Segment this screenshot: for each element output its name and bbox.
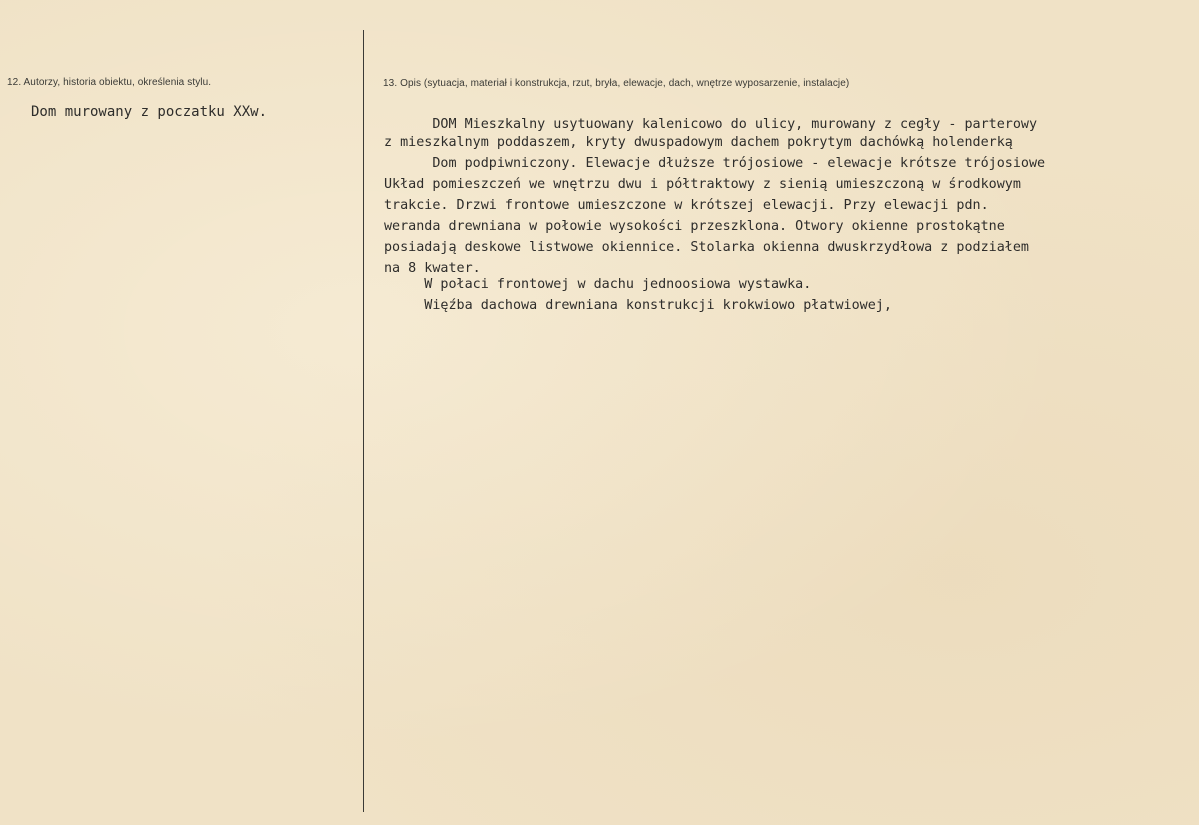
description-line-3: Dom podpiwniczony. Elewacje dłuższe trójosiowe - elewacje krótsze trójosiowe xyxy=(384,156,1046,171)
description-line-1: DOM Mieszkalny usytuowany kalenicowo do ulicy, murowany z cegły - parterowy xyxy=(384,117,1038,132)
section-13-header: 13. Opis (sytuacja, materiał i konstrukcja, rzut, bryła, elewacje, dach, wnętrze wyposarzenie, instalacje) xyxy=(383,78,850,89)
description-line-4: Układ pomieszczeń we wnętrzu dwu i półtraktowy z sienią umieszczoną w środkowym xyxy=(384,177,1021,192)
description-line-2: z mieszkalnym poddaszem, kryty dwuspadowym dachem pokrytym dachówką holenderką xyxy=(384,135,1013,150)
section-12-text: Dom murowany z poczatku XXw. xyxy=(31,104,268,120)
description-line-5: trakcie. Drzwi frontowe umieszczone w krótszej elewacji. Przy elewacji pdn. xyxy=(384,198,989,213)
description-line-9: W połaci frontowej w dachu jednoosiowa wystawka. xyxy=(384,277,812,292)
section-12-header: 12. Autorzy, historia obiektu, określenia stylu. xyxy=(7,77,212,88)
description-line-10: Więźba dachowa drewniana konstrukcji krokwiowo płatwiowej, xyxy=(384,298,892,313)
description-line-8: na 8 kwater. xyxy=(384,261,481,276)
column-divider xyxy=(363,30,364,812)
description-line-6: weranda drewniana w połowie wysokości przeszklona. Otwory okienne prostokątne xyxy=(384,219,1005,234)
description-line-7: posiadają deskowe listwowe okiennice. Stolarka okienna dwuskrzydłowa z podziałem xyxy=(384,240,1029,255)
